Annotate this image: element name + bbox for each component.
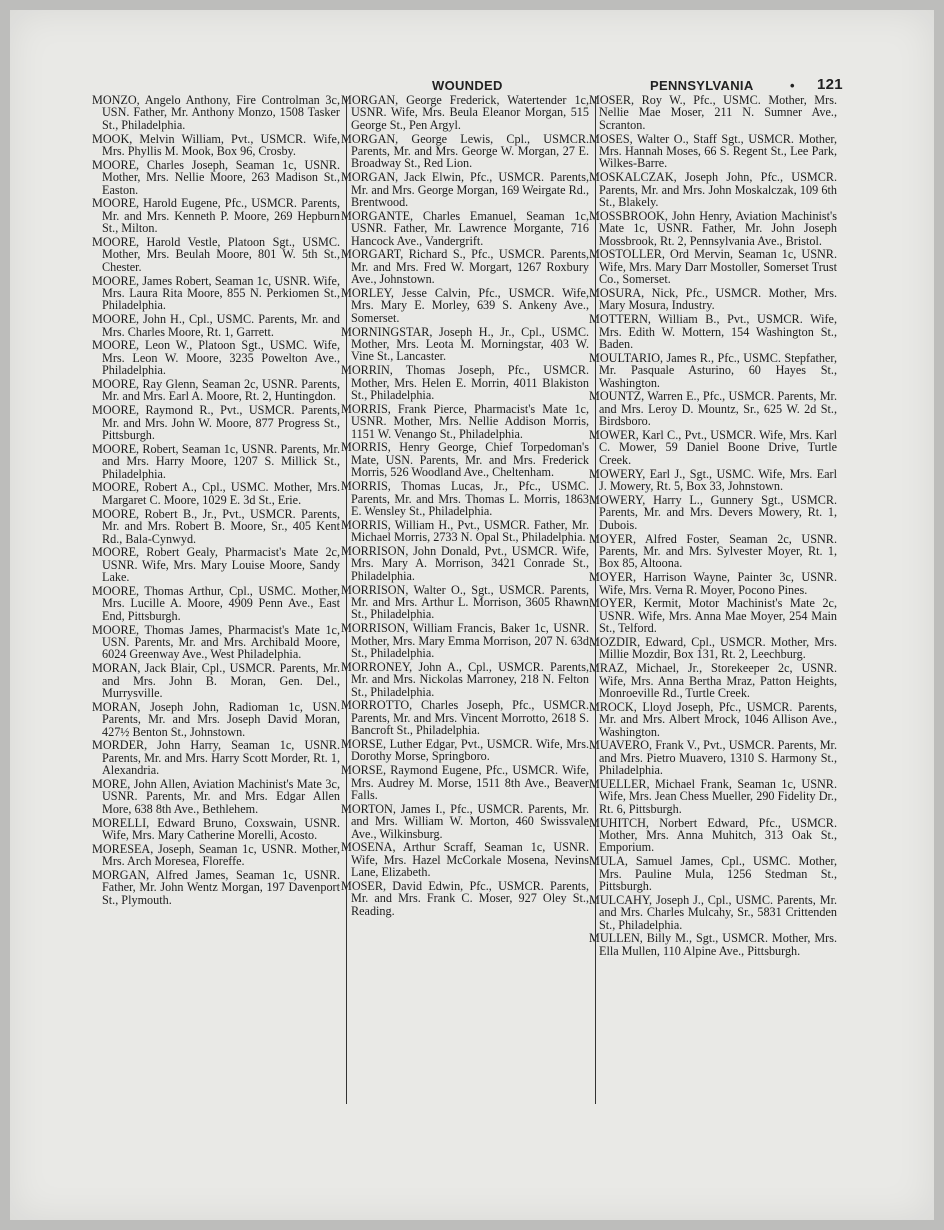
casualty-entry: MORSE, Raymond Eugene, Pfc., USMCR. Wife, Mrs. Audrey M. Morse, 1511 8th Ave., Beaver Falls. [341,763,589,802]
casualty-entry: MOSER, David Edwin, Pfc., USMCR. Parents, Mr. and Mrs. Frank C. Moser, 927 Oley St., Reading. [341,878,589,918]
casualty-entry: MORAN, Joseph John, Radioman 1c, USN. Parents, Mr. and Mrs. Joseph David Moran, 427½ Benton St., Johnstown. [92,699,340,739]
casualty-entry: MUHITCH, Norbert Edward, Pfc., USMCR. Mother, Mrs. Anna Muhitch, 313 Oak St., Emporium. [589,815,837,855]
casualty-entry: MOWERY, Earl J., Sgt., USMC. Wife, Mrs. Earl J. Mowery, Rt. 5, Box 33, Johnstown. [589,466,837,494]
casualty-entry: MOSTOLLER, Ord Mervin, Seaman 1c, USNR. Wife, Mrs. Mary Darr Mostoller, Somerset Trust Co., Somerset. [589,247,837,287]
casualty-entry: MULA, Samuel James, Cpl., USMC. Mother, Mrs. Pauline Mula, 1256 Stedman St., Pittsburgh. [589,854,837,893]
casualty-entry: MOSKALCZAK, Joseph John, Pfc., USMCR. Parents, Mr. and Mrs. John Moskalczak, 109 6th St., Blakely. [589,170,837,210]
casualty-entry: MORRIN, Thomas Joseph, Pfc., USMCR. Mother, Mrs. Helen E. Morrin, 4011 Blakiston St., Philadelphia. [341,363,589,403]
casualty-entry: MORSE, Luther Edgar, Pvt., USMCR. Wife, Mrs. Dorothy Morse, Springboro. [341,736,589,764]
column-2 [341,94,589,919]
casualty-entry: MORRIS, William H., Pvt., USMCR. Father, Mr. Michael Morris, 2733 N. Opal St., Philadelphia. [341,517,589,545]
casualty-entry: MOOK, Melvin William, Pvt., USMCR. Wife, Mrs. Phyllis M. Mook, Box 96, Crosby. [92,131,340,159]
page-number: 121 [817,76,843,93]
casualty-entry: MOSSBROOK, John Henry, Aviation Machinist's Mate 1c, USNR. Father, Mr. John Joseph Mossbrook, Rt. 2, Pennsylvania Ave., Bristol. [589,208,837,248]
casualty-entry: MORELLI, Edward Bruno, Coxswain, USNR. Wife, Mrs. Mary Catherine Morelli, Acosto. [92,815,340,842]
casualty-entry: MOULTARIO, James R., Pfc., USMC. Stepfather, Mr. Pasquale Asturino, 60 Hayes St., Washington. [589,350,837,390]
casualty-entry: MORRIS, Thomas Lucas, Jr., Pfc., USMC. Parents, Mr. and Mrs. Thomas L. Morris, 1863 E. Wensley St., Philadelphia. [341,479,589,518]
casualty-entry: MOORE, Robert B., Jr., Pvt., USMCR. Parents, Mr. and Mrs. Robert B. Moore, Sr., 405 Kent Rd., Bala-Cynwyd. [92,506,340,546]
casualty-entry: MOSURA, Nick, Pfc., USMCR. Mother, Mrs. Mary Mosura, Industry. [589,286,837,313]
casualty-entry: MOYER, Harrison Wayne, Painter 3c, USNR. Wife, Mrs. Verna R. Moyer, Pocono Pines. [589,570,837,597]
casualty-entry: MORGAN, Alfred James, Seaman 1c, USNR. Father, Mr. John Wentz Morgan, 197 Davenport St., Plymouth. [92,867,340,907]
casualty-entry: MORTON, James I., Pfc., USMCR. Parents, Mr. and Mrs. William W. Morton, 460 Swissvale Ave., Wilkinsburg. [341,801,589,841]
casualty-entry: MORRONEY, John A., Cpl., USMCR. Parents, Mr. and Mrs. Nickolas Marroney, 218 N. Felton St., Philadelphia. [341,659,589,699]
casualty-entry: MOORE, Robert A., Cpl., USMC. Mother, Mrs. Margaret C. Moore, 1029 E. 3d St., Erie. [92,480,340,507]
casualty-entry: MULCAHY, Joseph J., Cpl., USMC. Parents, Mr. and Mrs. Charles Mulcahy, Sr., 5831 Crittenden St., Philadelphia. [589,892,837,932]
casualty-entry: MORLEY, Jesse Calvin, Pfc., USMCR. Wife, Mrs. Mary E. Morley, 639 S. Ankeny Ave., Somerset. [341,286,589,325]
casualty-entry: MROCK, Lloyd Joseph, Pfc., USMCR. Parents, Mr. and Mrs. Albert Mrock, 1046 Allison Ave., Washington. [589,699,837,739]
casualty-entry: MUAVERO, Frank V., Pvt., USMCR. Parents, Mr. and Mrs. Pietro Muavero, 1310 S. Harmony St., Philadelphia. [589,738,837,778]
casualty-entry: MOORE, Raymond R., Pvt., USMCR. Parents, Mr. and Mrs. John W. Moore, 877 Progress St., Pittsburgh. [92,403,340,443]
casualty-entry: MORRISON, William Francis, Baker 1c, USNR. Mother, Mrs. Mary Emma Morrison, 207 N. 63d St., Philadelphia. [341,621,589,660]
casualty-entry: MOORE, Robert Gealy, Pharmacist's Mate 2c, USNR. Wife, Mrs. Mary Louise Moore, Sandy Lake. [92,545,340,585]
casualty-entry: MOORE, Harold Eugene, Pfc., USMCR. Parents, Mr. and Mrs. Kenneth P. Moore, 269 Hepburn St., Milton. [92,196,340,236]
casualty-entry: MORGAN, Jack Elwin, Pfc., USMCR. Parents, Mr. and Mrs. George Morgan, 169 Weirgate Rd., Brentwood. [341,170,589,210]
casualty-entry: MORGART, Richard S., Pfc., USMCR. Parents, Mr. and Mrs. Fred W. Morgart, 1267 Roxbury Ave., Johnstown. [341,247,589,287]
casualty-entry: MOUNTZ, Warren E., Pfc., USMCR. Parents, Mr. and Mrs. Leroy D. Mountz, Sr., 625 W. 2d St., Birdsboro. [589,389,837,429]
casualty-entry: MOSENA, Arthur Scraff, Seaman 1c, USNR. Wife, Mrs. Hazel McCorkale Mosena, Nevins Lane, Elizabeth. [341,840,589,880]
casualty-entry: MORRIS, Frank Pierce, Pharmacist's Mate 1c, USNR. Mother, Mrs. Nellie Addison Morris, 1151 W. Venango St., Philadelphia. [341,401,589,441]
casualty-entry: MORDER, John Harry, Seaman 1c, USNR. Parents, Mr. and Mrs. Harry Scott Morder, Rt. 1, Alexandria. [92,738,340,778]
casualty-entry: MONZO, Angelo Anthony, Fire Controlman 3c, USN. Father, Mr. Anthony Monzo, 1508 Tasker St., Philadelphia. [92,93,340,132]
casualty-entry: MORRISON, Walter O., Sgt., USMCR. Parents, Mr. and Mrs. Arthur L. Morrison, 3605 Rhawn St., Philadelphia. [341,582,589,622]
casualty-entry: MORGAN, George Frederick, Watertender 1c, USNR. Wife, Mrs. Beula Eleanor Morgan, 515 George St., Pen Argyl. [341,93,589,132]
state-title: PENNSYLVANIA [650,78,754,93]
casualty-entry: MOWERY, Harry L., Gunnery Sgt., USMCR. Parents, Mr. and Mrs. Devers Mowery, Rt. 1, Dubois. [589,492,837,532]
casualty-entry: MRAZ, Michael, Jr., Storekeeper 2c, USNR. Wife, Mrs. Anna Bertha Mraz, Patton Heights, Monroeville Rd., Turtle Creek. [589,661,837,700]
header-bullet: • [790,78,795,93]
casualty-entry: MOORE, John H., Cpl., USMC. Parents, Mr. and Mrs. Charles Moore, Rt. 1, Garrett. [92,312,340,339]
casualty-entry: MOORE, Thomas James, Pharmacist's Mate 1c, USN. Parents, Mr. and Mrs. Archibald Moore, 6024 Greenway Ave., West Philadelphia. [92,622,340,662]
column-1 [92,94,340,908]
casualty-entry: MOSER, Roy W., Pfc., USMC. Mother, Mrs. Nellie Mae Moser, 211 N. Sumner Ave., Scranton. [589,93,837,132]
casualty-entry: MORAN, Jack Blair, Cpl., USMCR. Parents, Mr. and Mrs. John B. Moran, Gen. Del., Murrysville. [92,661,340,700]
casualty-entry: MOORE, Harold Vestle, Platoon Sgt., USMC. Mother, Mrs. Beulah Moore, 801 W. 5th St., Chester. [92,235,340,274]
section-title: WOUNDED [432,78,503,93]
casualty-entry: MOORE, Leon W., Platoon Sgt., USMC. Wife, Mrs. Leon W. Moore, 3235 Powelton Ave., Philadelphia. [92,338,340,378]
casualty-entry: MOTTERN, William B., Pvt., USMCR. Wife, Mrs. Edith W. Mottern, 154 Washington St., Baden. [589,312,837,352]
casualty-entry: MORE, John Allen, Aviation Machinist's Mate 3c, USNR. Parents, Mr. and Mrs. Edgar Allen More, 638 8th Ave., Bethlehem. [92,776,340,816]
casualty-entry: MORESEA, Joseph, Seaman 1c, USNR. Mother, Mrs. Arch Moresea, Floreffe. [92,841,340,869]
casualty-entry: MORNINGSTAR, Joseph H., Jr., Cpl., USMC. Mother, Mrs. Leota M. Morningstar, 403 W. Vine St., Lancaster. [341,324,589,364]
casualty-entry: MOORE, Ray Glenn, Seaman 2c, USNR. Parents, Mr. and Mrs. Earl A. Moore, Rt. 2, Huntingdon. [92,377,340,404]
casualty-entry: MOORE, Thomas Arthur, Cpl., USMC. Mother, Mrs. Lucille A. Moore, 4909 Penn Ave., East End, Pittsburgh. [92,583,340,623]
casualty-entry: MORGANTE, Charles Emanuel, Seaman 1c, USNR. Father, Mr. Lawrence Morgante, 716 Hancock Ave., Vandergrift. [341,208,589,248]
casualty-entry: MOZDIR, Edward, Cpl., USMCR. Mother, Mrs. Millie Mozdir, Box 131, Rt. 2, Leechburg. [589,634,837,662]
casualty-entry: MULLEN, Billy M., Sgt., USMCR. Mother, Mrs. Ella Mullen, 110 Alpine Ave., Pittsburgh. [589,931,837,958]
casualty-entry: MORRISON, John Donald, Pvt., USMCR. Wife, Mrs. Mary A. Morrison, 3421 Conrade St., Philadelphia. [341,543,589,583]
casualty-entry: MOYER, Kermit, Motor Machinist's Mate 2c, USNR. Wife, Mrs. Anna Mae Moyer, 254 Main St., Telford. [589,596,837,636]
casualty-entry: MOORE, James Robert, Seaman 1c, USNR. Wife, Mrs. Laura Rita Moore, 855 N. Perkiomen St., Philadelphia. [92,273,340,313]
casualty-entry: MOORE, Robert, Seaman 1c, USNR. Parents, Mr. and Mrs. Harry Moore, 1207 S. Millick St., Philadelphia. [92,441,340,481]
casualty-entry: MOYER, Alfred Foster, Seaman 2c, USNR. Parents, Mr. and Mrs. Sylvester Moyer, Rt. 1, Box 85, Altoona. [589,531,837,571]
casualty-entry: MOSES, Walter O., Staff Sgt., USMCR. Mother, Mrs. Hannah Moses, 66 S. Regent St., Lee Park, Wilkes-Barre. [589,131,837,171]
casualty-entry: MOORE, Charles Joseph, Seaman 1c, USNR. Mother, Mrs. Nellie Moore, 263 Madison St., Easton. [92,157,340,197]
casualty-entry: MUELLER, Michael Frank, Seaman 1c, USNR. Wife, Mrs. Jean Chess Mueller, 290 Fidelity Dr., Rt. 6, Pittsburgh. [589,776,837,816]
casualty-entry: MOWER, Karl C., Pvt., USMCR. Wife, Mrs. Karl C. Mower, 59 Daniel Boone Drive, Turtle Creek. [589,428,837,467]
casualty-entry: MORGAN, George Lewis, Cpl., USMCR. Parents, Mr. and Mrs. George W. Morgan, 27 E. Broadway St., Red Lion. [341,131,589,171]
casualty-entry: MORROTTO, Charles Joseph, Pfc., USMCR. Parents, Mr. and Mrs. Vincent Morrotto, 2618 S. Bancroft St., Philadelphia. [341,698,589,738]
column-3 [589,94,837,959]
casualty-entry: MORRIS, Henry George, Chief Torpedoman's Mate, USN. Parents, Mr. and Mrs. Frederick Morris, 526 Woodland Ave., Cheltenham. [341,440,589,480]
